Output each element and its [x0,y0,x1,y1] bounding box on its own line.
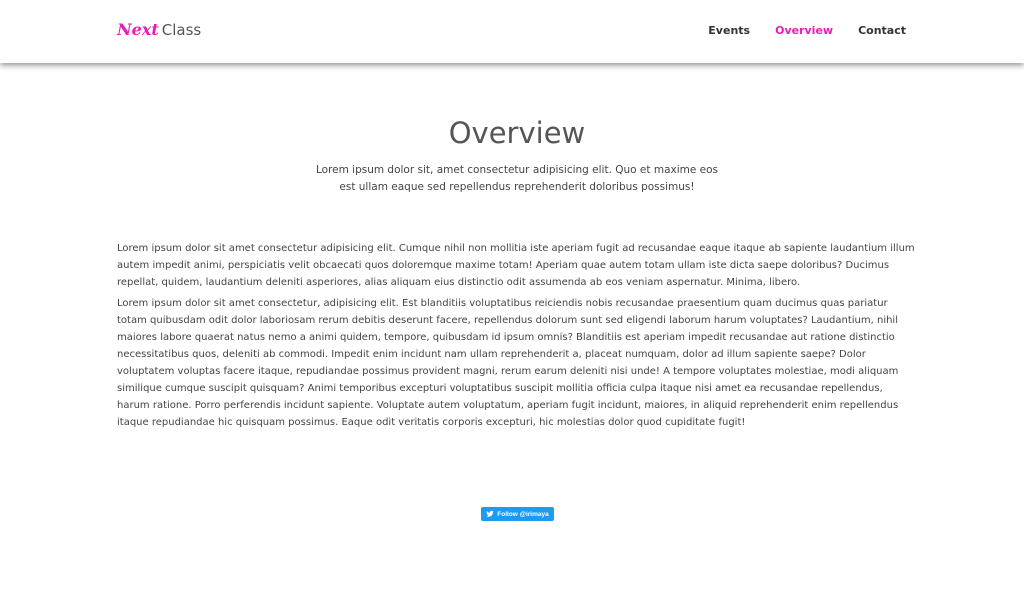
navbar [0,0,1024,63]
page-title: Overview [448,116,586,150]
brand-accent-text: Next [117,20,159,39]
nav-link-events[interactable]: Events [708,24,751,37]
main-content [117,63,917,435]
nav-link-overview[interactable]: Overview [775,24,834,37]
body-paragraph-1: Lorem ipsum dolor sit amet consectetur adipisicing elit. Cumque nihil non mollitia iste aperiam fugit ad recusandae eaque itaque ab sapiente laudantium illum autem impedit animi, perspiciatis velit obcaecati quos doloremque maxime totam! Aperiam quae autem totam ullam iste dicta saepe doloribus? Ducimus repellat, quidem, laudantium deleniti asperiores, alias aliquam eius distinctio odit assumenda ab eos veniam aspernatur. Minima, libero. [117,243,915,288]
main-nav [708,24,906,38]
body-paragraph-2: Lorem ipsum dolor sit amet consectetur, adipisicing elit. Est blanditiis voluptatibus reiciendis nobis recusandae praesentium quam ducimus quas pariatur totam quibusdam odit dolor laboriosam rerum debitis deserunt facere, repellendus dolorum sunt sed eligendi laborum harum voluptates? Laudantium, nihil maiores labore quaerat natus nemo a animi quidem, tempore, quibusdam id ipsum omnis? Blanditiis est aperiam impedit recusandae aut ratione distinctio necessitatibus quos, deleniti ab commodi. Impedit enim incidunt nam ullam reprehenderit a, placeat numquam, dolor ad illum sapiente saepe? Dolor voluptatem voluptas facere itaque, repudiandae possimus provident magni, rerum earum deleniti nisi unde! A tempore voluptates molestiae, modi aliquam similique cumque suscipit quisquam? Animi temporibus excepturi voluptatibus suscipit mollitia officia culpa itaque nisi amet ea recusandae repellendus, harum ratione. Porro perferendis incidunt sapiente. Voluptate autem voluptatum, aperiam fugit incidunt, maiores, in aliquid reprehenderit enim repellendus itaque repudiandae hic quisquam possimus. Eaque odit veritatis corporis excepturi, hic molestias dolor quod cupiditate fugit! [117,298,899,428]
twitter-follow-label: Follow @irimaya [497,510,549,518]
body-text [117,240,917,431]
lead-paragraph: Lorem ipsum dolor sit, amet consectetur adipisicing elit. Quo et maxime eos est ullam eaque sed repellendus reprehenderit doloribus possimus! [315,164,719,193]
brand-name-text: Class [161,21,202,39]
twitter-bird-icon [486,510,494,518]
twitter-follow-button[interactable] [481,507,554,521]
brand-logo[interactable] [117,19,201,41]
nav-link-contact[interactable]: Contact [858,24,906,37]
